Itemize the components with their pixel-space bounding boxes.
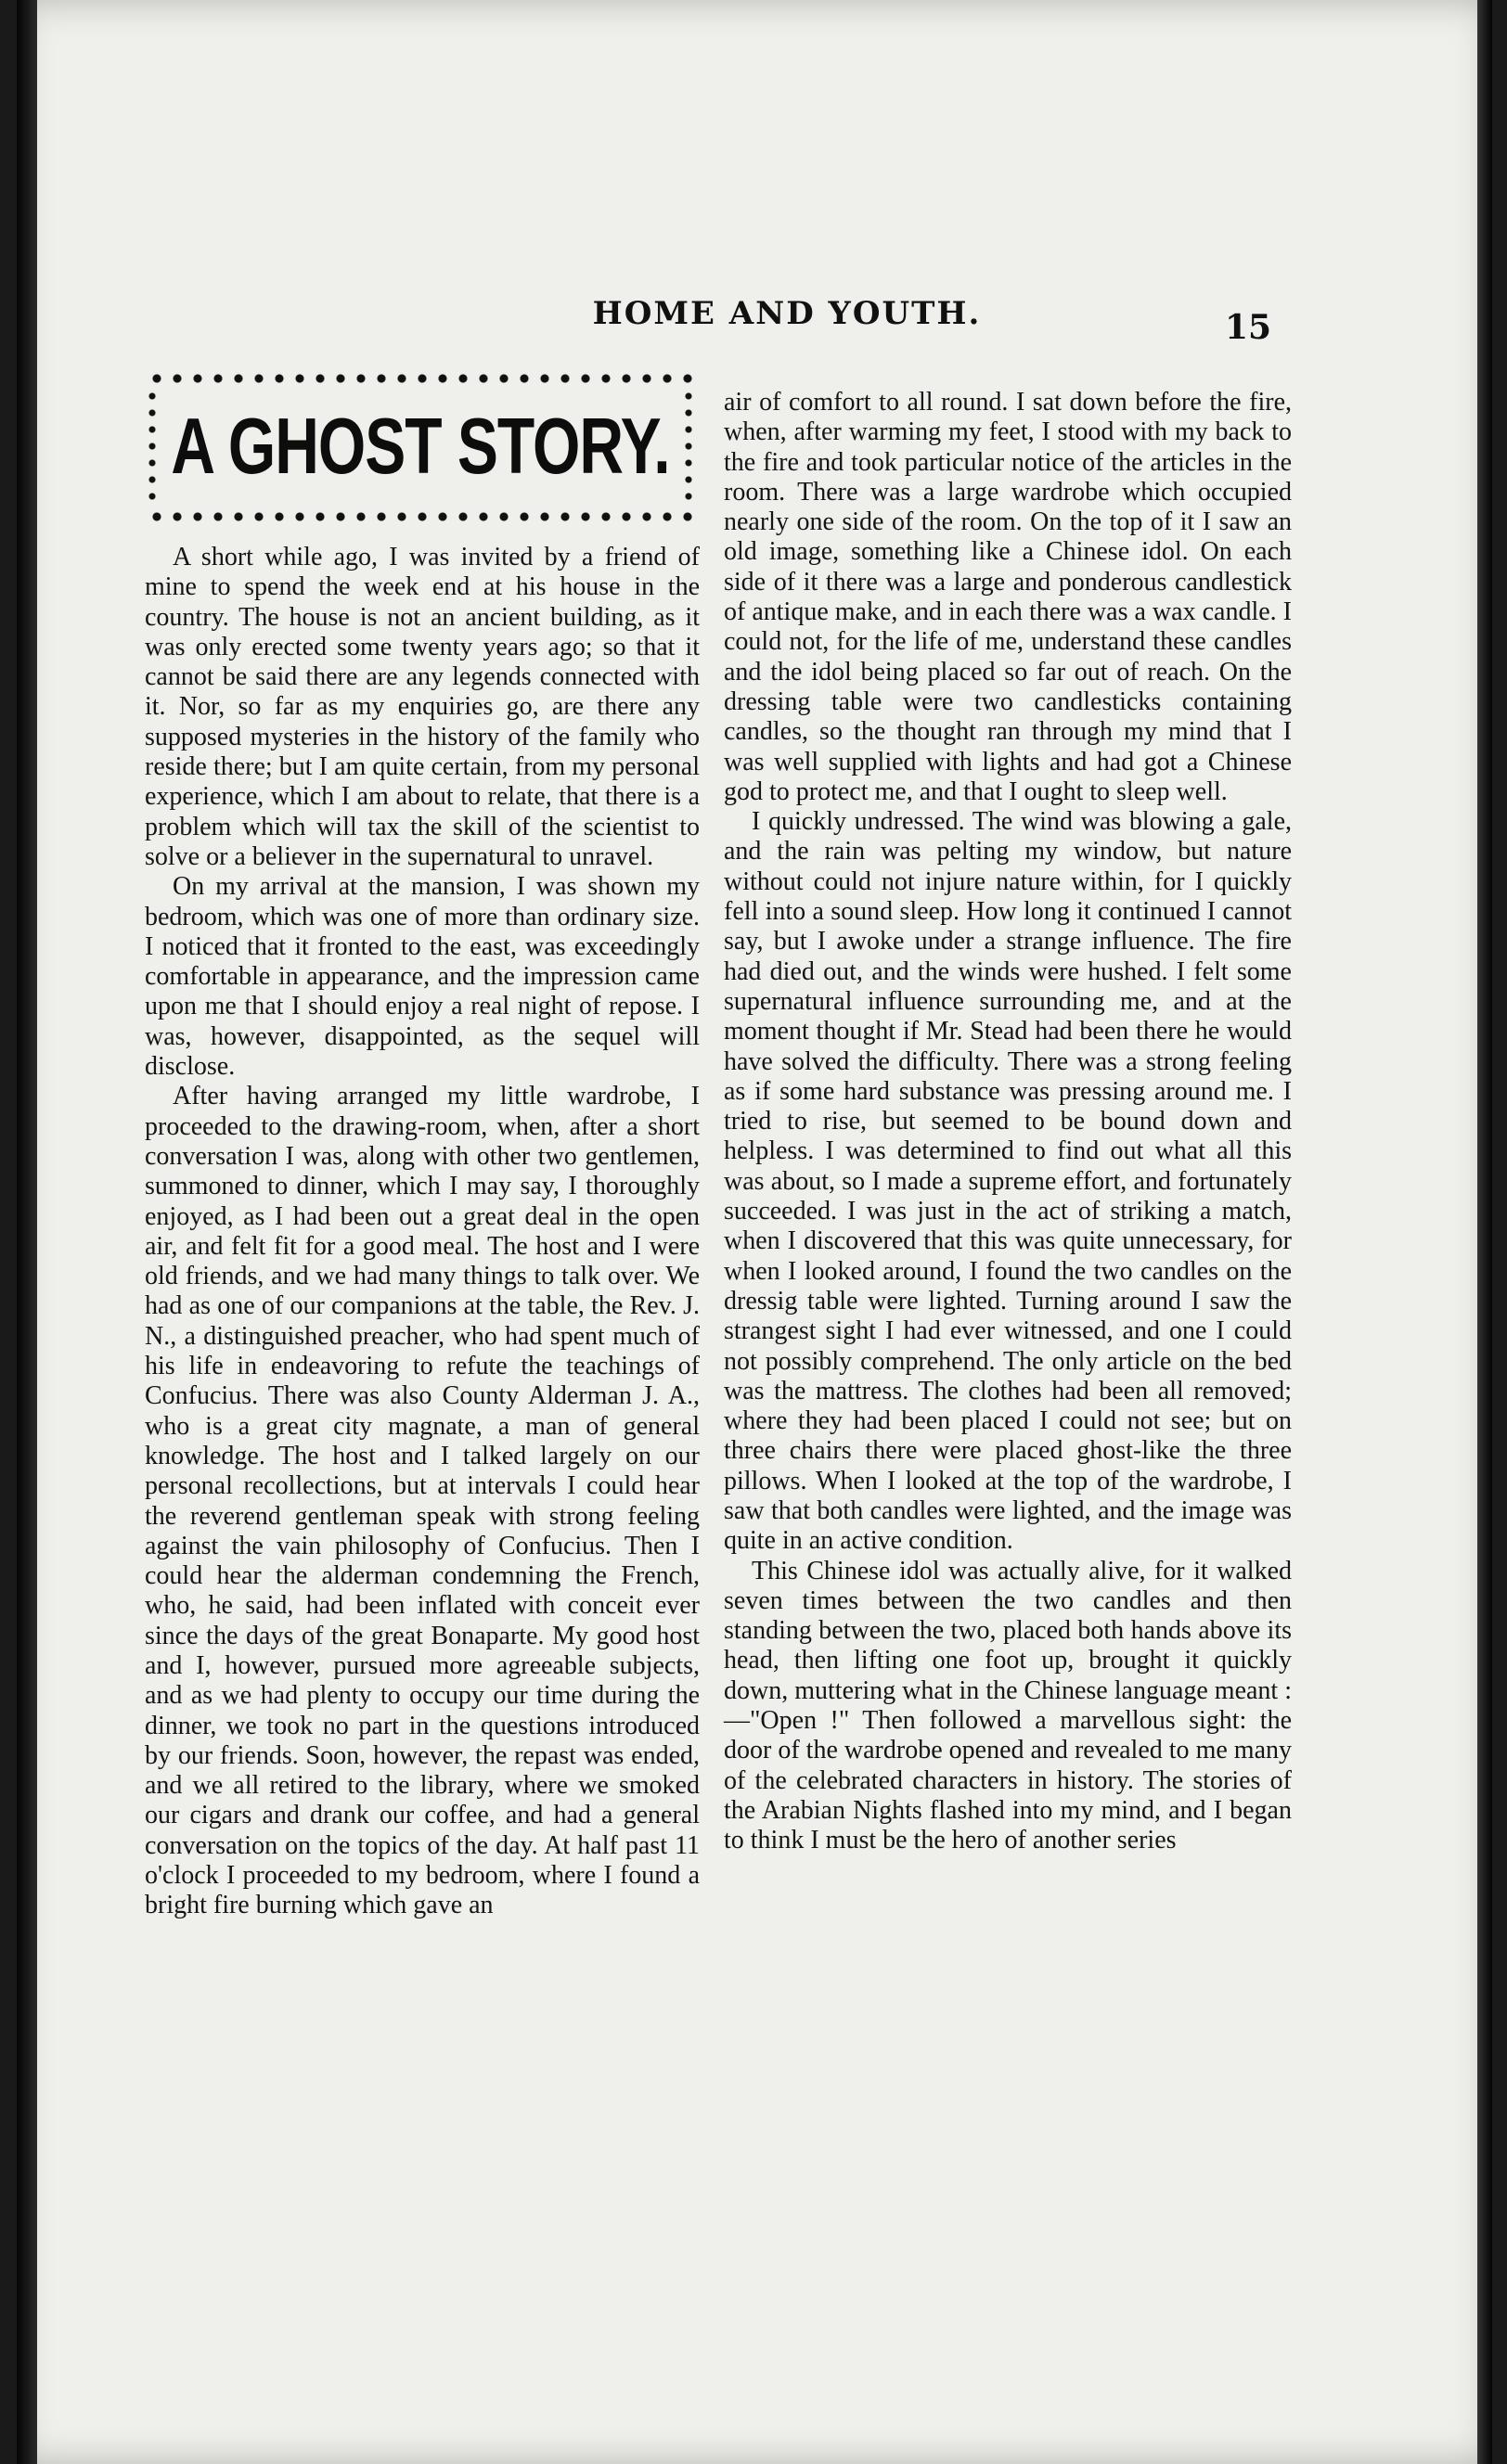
- title-ornament-box: [147, 371, 694, 524]
- paragraph: air of comfort to all round. I sat down before the fire, when, after warming my feet, I stood with my back to the fire and took particular notice of the articles in the room. There was a large wardrobe which occupied nearly one side of the room. On the top of it I saw an old image, something like a Chinese idol. On each side of it there was a large and ponderous candlestick of antique make, and in each there was a wax candle. I could not, for the life of me, understand these candles and the idol being placed so far out of reach. On the dressing table were two candlesticks containing candles, so the thought ran through my mind that I was well supplied with lights and had got a Chinese god to protect me, and that I ought to sleep well.: [724, 388, 1292, 806]
- magazine-page: [17, 0, 1492, 2464]
- ornament-border-top: [147, 371, 694, 386]
- article-title: A GHOST STORY.: [171, 400, 670, 491]
- text-column-right: [724, 388, 1292, 1856]
- paragraph: I quickly undressed. The wind was blowing a gale, and the rain was pelting my window, but nature without could not injure nature within, for I quickly fell into a sound sleep. How long it continued I cannot say, but I awoke under a strange influence. The fire had died out, and the winds were hushed. I felt some supernatural influence surrounding me, and at the moment thought if Mr. Stead had been there he would have solved the difficulty. There was a strong feeling as if some hard substance was pressing around me. I tried to rise, but seemed to be bound down and helpless. I was determined to find out what all this was about, so I made a supreme effort, and fortunately succeeded. I was just in the act of striking a match, when I discovered that this was quite unnecessary, for when I looked around, I found the two candles on the dressig table were lighted. Turning around I saw the strangest sight I had ever witnessed, and one I could not possibly comprehend. The only article on the bed was the mattress. The clothes had been all removed; where they had been placed I could not see; but on three chairs there were placed ghost-like the three pillows. When I looked at the top of the wardrobe, I saw that both candles were lighted, and the image was quite in an active condition.: [724, 807, 1292, 1556]
- ornament-border-bottom: [147, 509, 694, 524]
- paragraph: After having arranged my little wardrobe, I proceeded to the drawing-room, when, after a short conversation I was, along with other two gentlemen, summoned to dinner, which I may say, I thoroughly enjoyed, as I had been out a great deal in the open air, and felt fit for a good meal. The host and I were old friends, and we had many things to talk over. We had as one of our companions at the table, the Rev. J. N., a distinguished preacher, who had spent much of his life in endeavoring to refute the teachings of Confucius. There was also County Alderman J. A., who is a great city magnate, a man of general knowledge. The host and I talked largely on our personal recollections, but at intervals I could hear the reverend gentleman speak with strong feeling against the vain philosophy of Confucius. Then I could hear the alderman condemning the French, who, he said, had been inflated with conceit ever since the days of the great Bonaparte. My good host and I, however, pursued more agreeable subjects, and as we had plenty to occupy our time during the dinner, we took no part in the questions introduced by our friends. Soon, however, the repast was ended, and we all retired to the library, where we smoked our cigars and drank our coffee, and had a general conversation on the topics of the day. At half past 11 o'clock I proceeded to my bedroom, where I found a bright fire burning which gave an: [145, 1082, 700, 1920]
- page-gutter-shadow: [17, 0, 37, 2464]
- ornament-border-right: [683, 388, 694, 508]
- paragraph: This Chinese idol was actually alive, for it walked seven times between the two candles and then standing between the two, placed both hands above its head, then lifting one foot up, brought it quickly down, muttering what in the Chinese language meant :—"Open !" Then followed a marvellous sight: the door of the wardrobe opened and revealed to me many of the celebrated characters in history. The stories of the Arabian Nights flashed into my mind, and I began to think I must be the hero of another series: [724, 1556, 1292, 1855]
- paragraph: On my arrival at the mansion, I was shown my bedroom, which was one of more than ordinary size. I noticed that it fronted to the east, was exceedingly comfortable in appearance, and the impression came upon me that I should enjoy a real night of repose. I was, however, disappointed, as the sequel will disclose.: [145, 872, 700, 1082]
- paragraph: A short while ago, I was invited by a friend of mine to spend the week end at his house in the country. The house is not an ancient building, as it was only erected some twenty years ago; so that it cannot be said there are any legends connected with it. Nor, so far as my enquiries go, are there any supposed mysteries in the history of the family who reside there; but I am quite certain, from my personal experience, which I am about to relate, that there is a problem which will tax the skill of the scientist to solve or a believer in the supernatural to unravel.: [145, 543, 700, 871]
- page-edge-shadow: [1477, 0, 1492, 2464]
- text-column-left: [145, 543, 700, 1921]
- running-head: HOME AND YOUTH.: [592, 295, 982, 332]
- ornament-border-left: [147, 388, 158, 508]
- page-number: 15: [1225, 308, 1272, 347]
